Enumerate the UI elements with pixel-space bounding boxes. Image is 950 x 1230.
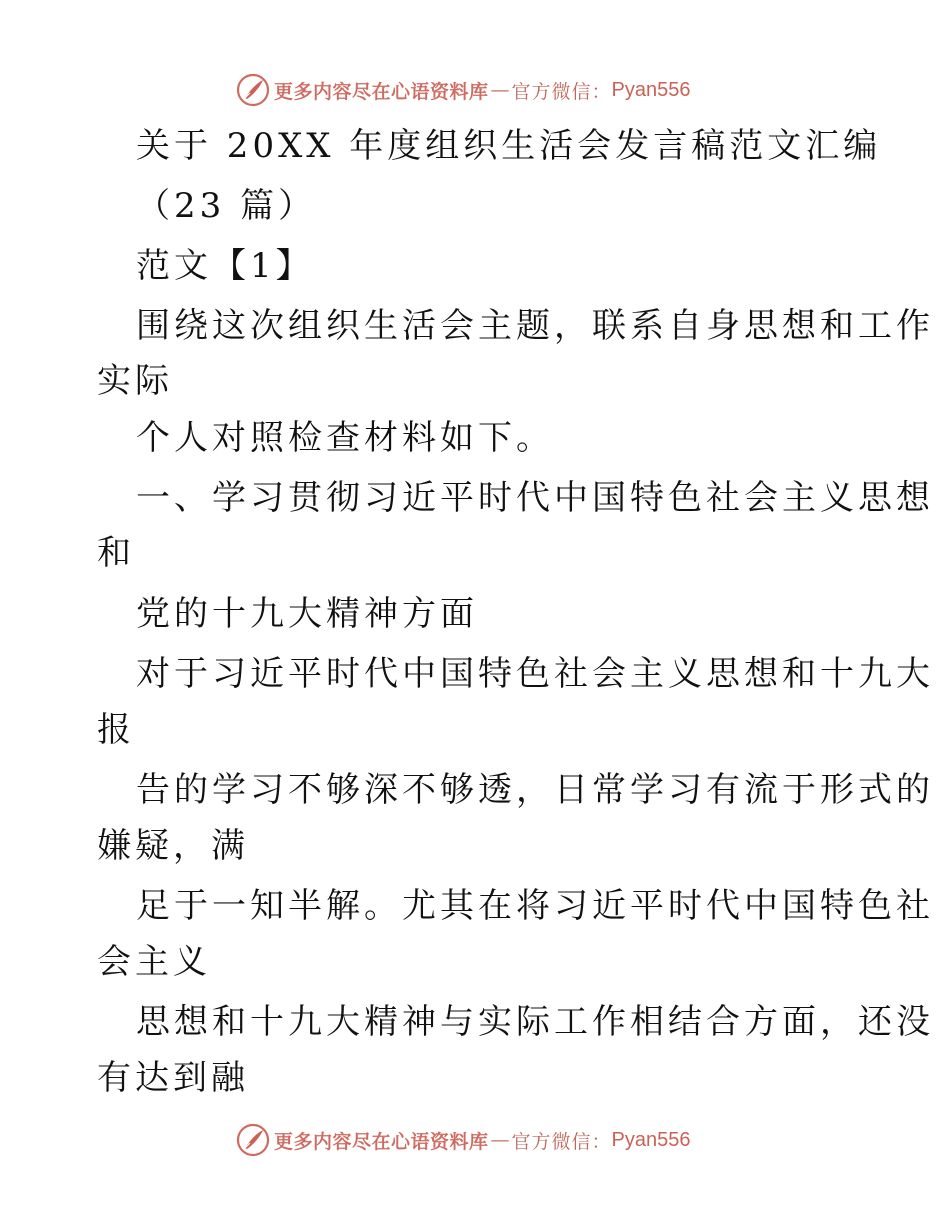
text-line: 告的学习不够深不够透，日常学习有流于形式的 — [136, 770, 934, 810]
watermark-official-label: 官方微信： — [511, 80, 612, 103]
text-line: 实际 — [97, 361, 173, 401]
section-heading: 范文【1】 — [136, 246, 314, 286]
text-line: 嫌疑，满 — [97, 826, 249, 866]
text-line: 个人对照检查材料如下。 — [136, 418, 554, 458]
document-title: 关于 20XX 年度组织生活会发言稿范文汇编 — [136, 126, 882, 166]
text-line: 和 — [97, 533, 135, 573]
watermark-brand: 更多内容尽在心语资料库 — [274, 1130, 489, 1153]
text-line: 围绕这次组织生活会主题，联系自身思想和工作 — [136, 306, 934, 346]
watermark-separator: — — [490, 1129, 510, 1151]
watermark-separator: — — [490, 79, 510, 101]
watermark-brand: 更多内容尽在心语资料库 — [274, 80, 489, 103]
footer-watermark — [236, 1123, 691, 1157]
quill-logo-icon — [236, 73, 270, 107]
text-line: 足于一知半解。尤其在将习近平时代中国特色社 — [136, 886, 934, 926]
quill-logo-icon — [236, 1123, 270, 1157]
text-line: 一、学习贯彻习近平时代中国特色社会主义思想 — [136, 478, 934, 518]
document-title-count: （23 篇） — [136, 186, 317, 226]
watermark-official-label: 官方微信： — [511, 1130, 612, 1153]
watermark-wechat-id: Pyan556 — [611, 1128, 691, 1151]
text-line: 思想和十九大精神与实际工作相结合方面，还没 — [136, 1002, 934, 1042]
text-line: 会主义 — [97, 942, 211, 982]
text-line: 党的十九大精神方面 — [136, 594, 478, 634]
text-line: 有达到融 — [97, 1058, 249, 1098]
text-line: 报 — [97, 710, 135, 750]
watermark-wechat-id: Pyan556 — [611, 78, 691, 101]
header-watermark — [236, 73, 691, 107]
text-line: 对于习近平时代中国特色社会主义思想和十九大 — [136, 654, 934, 694]
